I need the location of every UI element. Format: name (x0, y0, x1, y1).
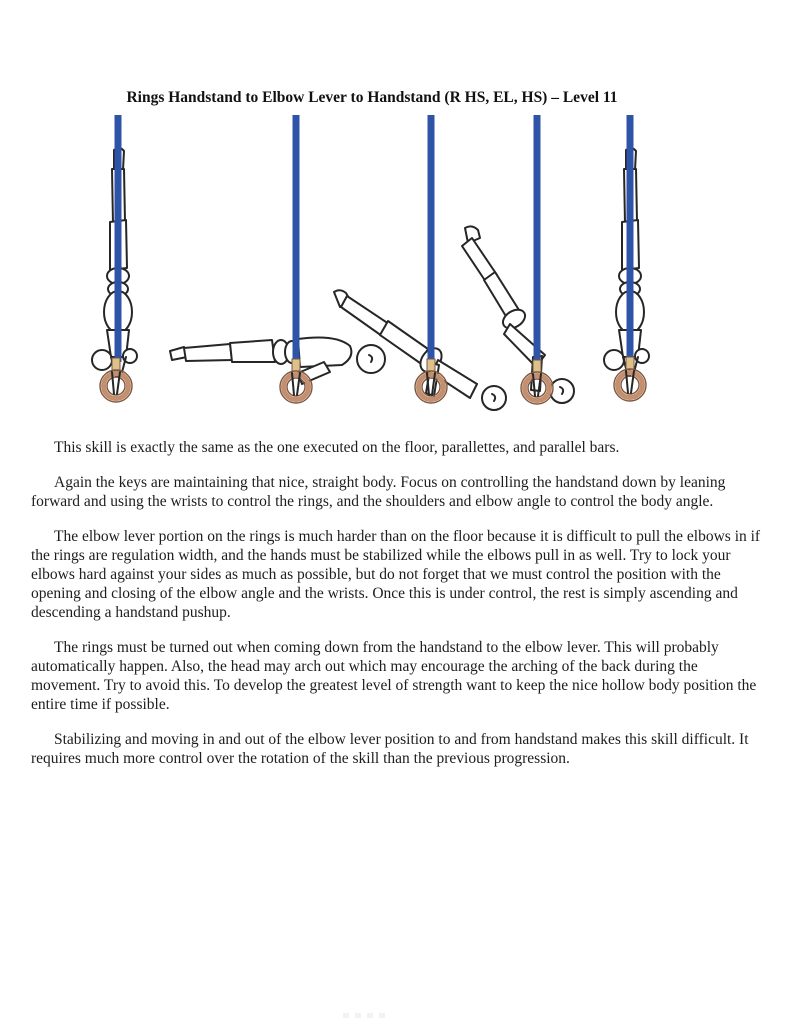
strap-5 (627, 115, 634, 361)
strap-2 (293, 115, 300, 363)
page-footer-partial-mark (343, 1013, 389, 1018)
body-text (31, 438, 770, 784)
paragraph-5: Stabilizing and moving in and out of the elbow lever position to and from handstand makes this skill difficult. It requires much more control over the rotation of the skill than the previous progression. (31, 731, 749, 767)
ring-icon (100, 370, 132, 402)
paragraph-1: This skill is exactly the same as the one executed on the floor, parallettes, and parallel bars. (54, 439, 620, 456)
figure-elbow-lever (170, 338, 385, 384)
paragraph-3: The elbow lever portion on the rings is much harder than on the floor because it is difficult to pull the elbows in if the rings are regulation width, and the hands must be stabilized while the elbows pull in as well. Try to lock your elbows hard against your sides as much as possible, but do not forget that we must control the position with the opening and closing of the elbow angle and the wrists. Once this is under control, the rest is simply ascending and descending a handstand pushup. (31, 528, 761, 621)
rings-sequence-illustration (0, 110, 800, 420)
rings-sequence-svg (0, 110, 800, 420)
strap-3 (428, 115, 435, 363)
ring-icon (280, 371, 312, 403)
page-title: Rings Handstand to Elbow Lever to Handstand (R HS, EL, HS) – Level 11 (126, 89, 618, 106)
figure-pressing-diagonal (462, 226, 574, 403)
strap-1 (115, 115, 122, 362)
ring-icon (614, 369, 646, 401)
strap-4 (534, 115, 541, 364)
paragraph-4: The rings must be turned out when coming down from the handstand to the elbow lever. This will probably automatically happen. Also, the head may arch out which may encourage the arching of the back during the movement. Try to avoid this. To develop the greatest level of strength want to keep the nice hollow body position the entire time if possible. (31, 639, 757, 713)
paragraph-2: Again the keys are maintaining that nice, straight body. Focus on controlling the handstand down by leaning forward and using the wrists to control the rings, and the shoulders and elbow angle to control the body angle. (31, 474, 726, 510)
